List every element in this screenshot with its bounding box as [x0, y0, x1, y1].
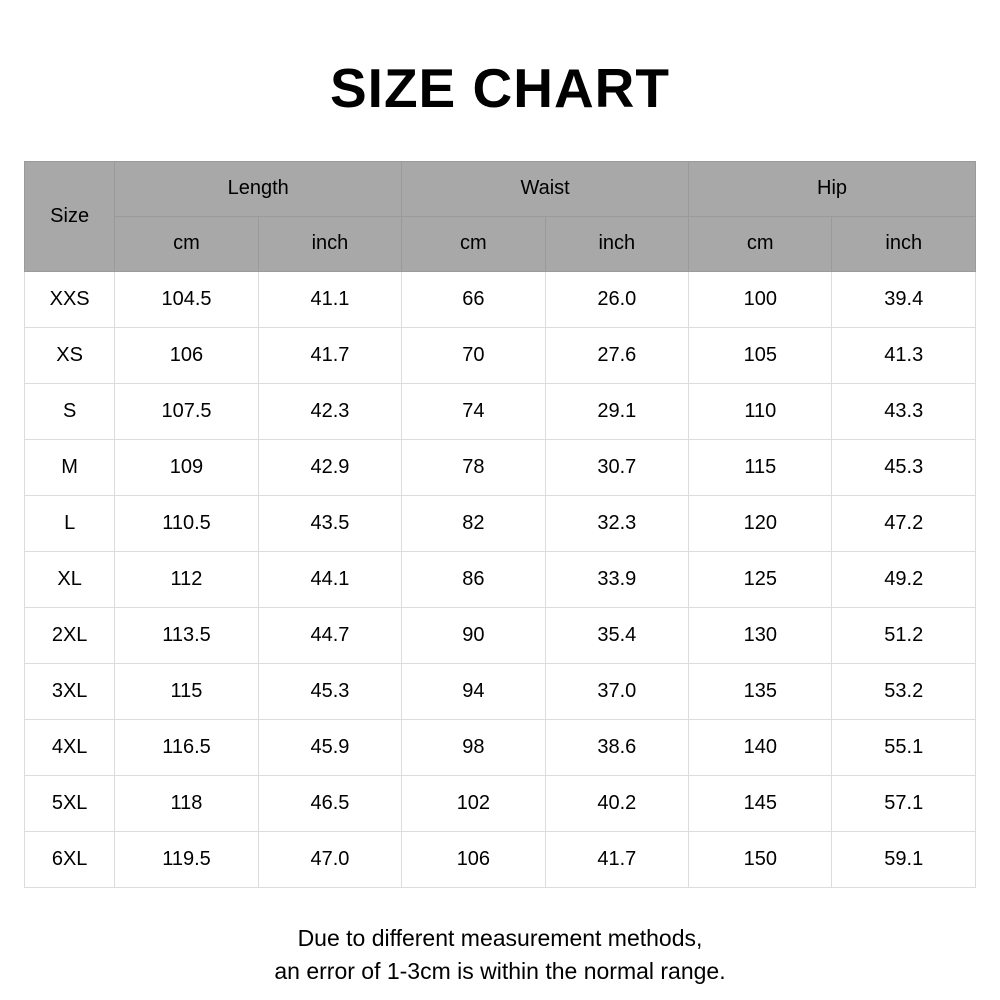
header-hip-cm: cm	[689, 216, 832, 271]
cell-waist-inch: 35.4	[545, 607, 688, 663]
cell-waist-cm: 94	[402, 663, 545, 719]
table-row	[25, 271, 976, 327]
cell-length-inch: 44.7	[258, 607, 401, 663]
cell-hip-cm: 100	[689, 271, 832, 327]
cell-hip-inch: 53.2	[832, 663, 976, 719]
footnote-line-1: Due to different measurement methods,	[297, 924, 703, 951]
header-waist-inch: inch	[545, 216, 688, 271]
cell-hip-inch: 39.4	[832, 271, 976, 327]
table-row	[25, 439, 976, 495]
header-hip-inch: inch	[832, 216, 976, 271]
page-title: SIZE CHART	[330, 57, 670, 119]
cell-waist-inch: 41.7	[545, 831, 688, 887]
cell-length-inch: 45.3	[258, 663, 401, 719]
cell-waist-inch: 38.6	[545, 719, 688, 775]
cell-length-inch: 42.3	[258, 383, 401, 439]
row-size-label: 5XL	[25, 775, 115, 831]
cell-length-inch: 44.1	[258, 551, 401, 607]
cell-hip-cm: 125	[689, 551, 832, 607]
table-row	[25, 663, 976, 719]
cell-hip-cm: 105	[689, 327, 832, 383]
size-chart-table-wrap	[24, 161, 976, 888]
cell-waist-cm: 70	[402, 327, 545, 383]
cell-waist-cm: 66	[402, 271, 545, 327]
cell-waist-cm: 106	[402, 831, 545, 887]
cell-length-cm: 118	[115, 775, 258, 831]
row-size-label: 2XL	[25, 607, 115, 663]
row-size-label: XS	[25, 327, 115, 383]
cell-hip-cm: 115	[689, 439, 832, 495]
cell-length-cm: 113.5	[115, 607, 258, 663]
cell-length-inch: 45.9	[258, 719, 401, 775]
cell-length-cm: 104.5	[115, 271, 258, 327]
table-row	[25, 383, 976, 439]
cell-waist-cm: 74	[402, 383, 545, 439]
cell-waist-inch: 40.2	[545, 775, 688, 831]
cell-waist-inch: 33.9	[545, 551, 688, 607]
table-header-row-groups	[25, 161, 976, 216]
cell-hip-inch: 41.3	[832, 327, 976, 383]
cell-length-cm: 112	[115, 551, 258, 607]
cell-waist-inch: 37.0	[545, 663, 688, 719]
cell-length-inch: 41.7	[258, 327, 401, 383]
cell-length-cm: 119.5	[115, 831, 258, 887]
table-row	[25, 719, 976, 775]
table-header-row-units	[25, 216, 976, 271]
cell-length-cm: 107.5	[115, 383, 258, 439]
row-size-label: 4XL	[25, 719, 115, 775]
cell-waist-inch: 32.3	[545, 495, 688, 551]
cell-waist-cm: 102	[402, 775, 545, 831]
row-size-label: S	[25, 383, 115, 439]
table-row	[25, 831, 976, 887]
cell-hip-cm: 145	[689, 775, 832, 831]
cell-length-cm: 115	[115, 663, 258, 719]
table-row	[25, 775, 976, 831]
table-row	[25, 607, 976, 663]
table-header	[25, 161, 976, 271]
cell-waist-inch: 27.6	[545, 327, 688, 383]
table-row	[25, 495, 976, 551]
header-size: Size	[25, 161, 115, 271]
cell-waist-inch: 26.0	[545, 271, 688, 327]
cell-hip-inch: 51.2	[832, 607, 976, 663]
cell-hip-cm: 130	[689, 607, 832, 663]
cell-hip-inch: 47.2	[832, 495, 976, 551]
cell-length-inch: 42.9	[258, 439, 401, 495]
header-waist-cm: cm	[402, 216, 545, 271]
cell-waist-inch: 30.7	[545, 439, 688, 495]
cell-length-inch: 46.5	[258, 775, 401, 831]
row-size-label: XXS	[25, 271, 115, 327]
row-size-label: M	[25, 439, 115, 495]
cell-hip-inch: 43.3	[832, 383, 976, 439]
cell-hip-cm: 150	[689, 831, 832, 887]
cell-hip-cm: 110	[689, 383, 832, 439]
cell-waist-cm: 90	[402, 607, 545, 663]
footnote-line-2: an error of 1-3cm is within the normal range.	[274, 957, 726, 984]
header-group-hip: Hip	[689, 161, 976, 216]
cell-hip-inch: 49.2	[832, 551, 976, 607]
cell-hip-inch: 57.1	[832, 775, 976, 831]
cell-hip-inch: 59.1	[832, 831, 976, 887]
cell-length-cm: 106	[115, 327, 258, 383]
cell-hip-cm: 120	[689, 495, 832, 551]
table-row	[25, 327, 976, 383]
row-size-label: L	[25, 495, 115, 551]
cell-length-inch: 47.0	[258, 831, 401, 887]
cell-hip-inch: 45.3	[832, 439, 976, 495]
cell-waist-cm: 78	[402, 439, 545, 495]
cell-length-cm: 110.5	[115, 495, 258, 551]
cell-waist-cm: 82	[402, 495, 545, 551]
cell-hip-inch: 55.1	[832, 719, 976, 775]
cell-waist-inch: 29.1	[545, 383, 688, 439]
table-body	[25, 271, 976, 887]
cell-length-cm: 109	[115, 439, 258, 495]
cell-length-cm: 116.5	[115, 719, 258, 775]
header-group-length: Length	[115, 161, 402, 216]
cell-waist-cm: 86	[402, 551, 545, 607]
row-size-label: XL	[25, 551, 115, 607]
cell-length-inch: 41.1	[258, 271, 401, 327]
table-row	[25, 551, 976, 607]
cell-waist-cm: 98	[402, 719, 545, 775]
row-size-label: 3XL	[25, 663, 115, 719]
header-length-cm: cm	[115, 216, 258, 271]
row-size-label: 6XL	[25, 831, 115, 887]
footnote	[0, 922, 1000, 989]
size-chart-table	[24, 161, 976, 888]
cell-length-inch: 43.5	[258, 495, 401, 551]
cell-hip-cm: 135	[689, 663, 832, 719]
header-group-waist: Waist	[402, 161, 689, 216]
cell-hip-cm: 140	[689, 719, 832, 775]
header-length-inch: inch	[258, 216, 401, 271]
